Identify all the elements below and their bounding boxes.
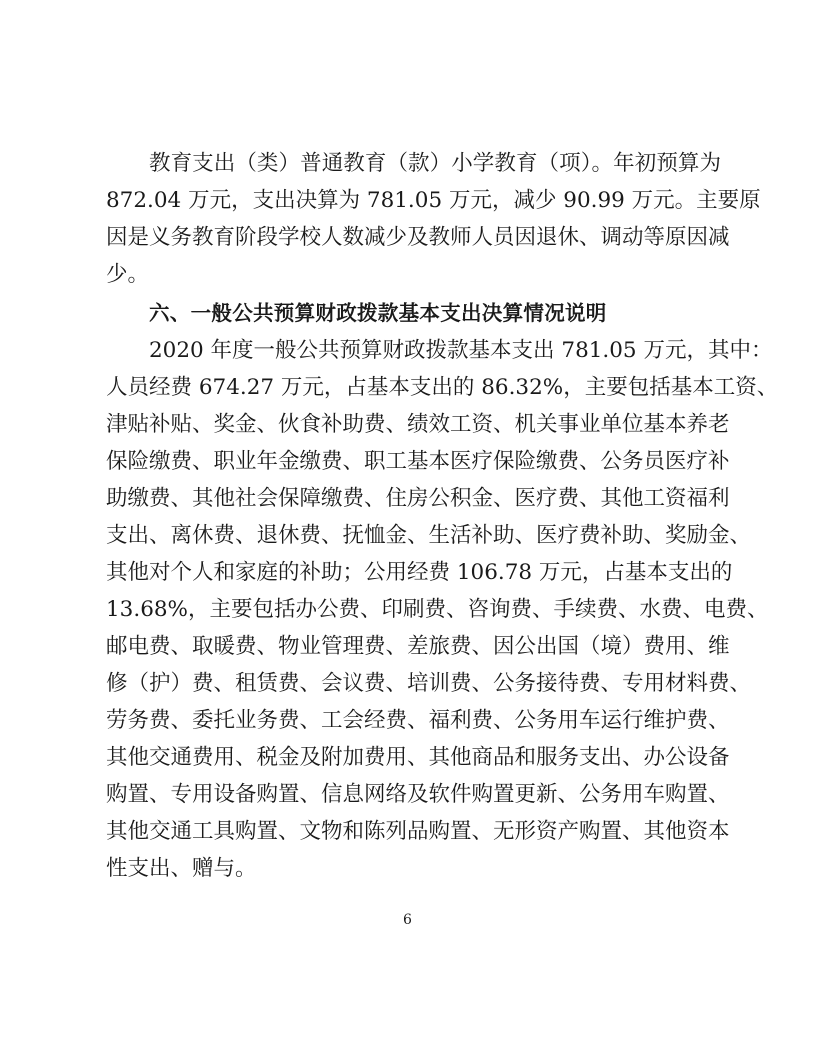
paragraph-line: 人员经费 674.27 万元，占基本支出的 86.32%，主要包括基本工资、 (106, 375, 779, 400)
section-heading: 六、一般公共预算财政拨款基本支出决算情况说明 (149, 301, 607, 325)
paragraph-line: 津贴补贴、奖金、伙食补助费、绩效工资、机关事业单位基本养老 (106, 412, 730, 437)
paragraph-line: 872.04 万元，支出决算为 781.05 万元，减少 90.99 万元。主要原 (106, 188, 761, 213)
paragraph-line: 保险缴费、职业年金缴费、职工基本医疗保险缴费、公务员医疗补 (106, 449, 730, 474)
paragraph-line: 13.68%，主要包括办公费、印刷费、咨询费、手续费、水费、电费、 (106, 597, 769, 622)
paragraph-line: 邮电费、取暖费、物业管理费、差旅费、因公出国（境）费用、维 (106, 634, 730, 659)
paragraph-line: 性支出、赠与。 (106, 856, 257, 881)
paragraph-line: 其他交通工具购置、文物和陈列品购置、无形资产购置、其他资本 (106, 819, 730, 844)
paragraph-line: 其他对个人和家庭的补助；公用经费 106.78 万元，占基本支出的 (106, 560, 733, 585)
page-number: 6 (403, 912, 412, 928)
paragraph-line: 支出、离休费、退休费、抚恤金、生活补助、医疗费补助、奖励金、 (106, 523, 752, 548)
paragraph-line: 教育支出（类）普通教育（款）小学教育（项）。年初预算为 (149, 151, 721, 176)
paragraph-line: 因是义务教育阶段学校人数减少及教师人员因退休、调动等原因减 (106, 225, 730, 250)
paragraph-line: 助缴费、其他社会保障缴费、住房公积金、医疗费、其他工资福利 (106, 486, 730, 511)
paragraph-line: 修（护）费、租赁费、会议费、培训费、公务接待费、专用材料费、 (106, 671, 752, 696)
paragraph-line: 少。 (106, 262, 150, 287)
paragraph-line: 2020 年度一般公共预算财政拨款基本支出 781.05 万元，其中： (149, 338, 773, 363)
paragraph-line: 其他交通费用、税金及附加费用、其他商品和服务支出、办公设备 (106, 745, 730, 770)
paragraph-line: 劳务费、委托业务费、工会经费、福利费、公务用车运行维护费、 (106, 708, 730, 733)
paragraph-line: 购置、专用设备购置、信息网络及软件购置更新、公务用车购置、 (106, 782, 730, 807)
